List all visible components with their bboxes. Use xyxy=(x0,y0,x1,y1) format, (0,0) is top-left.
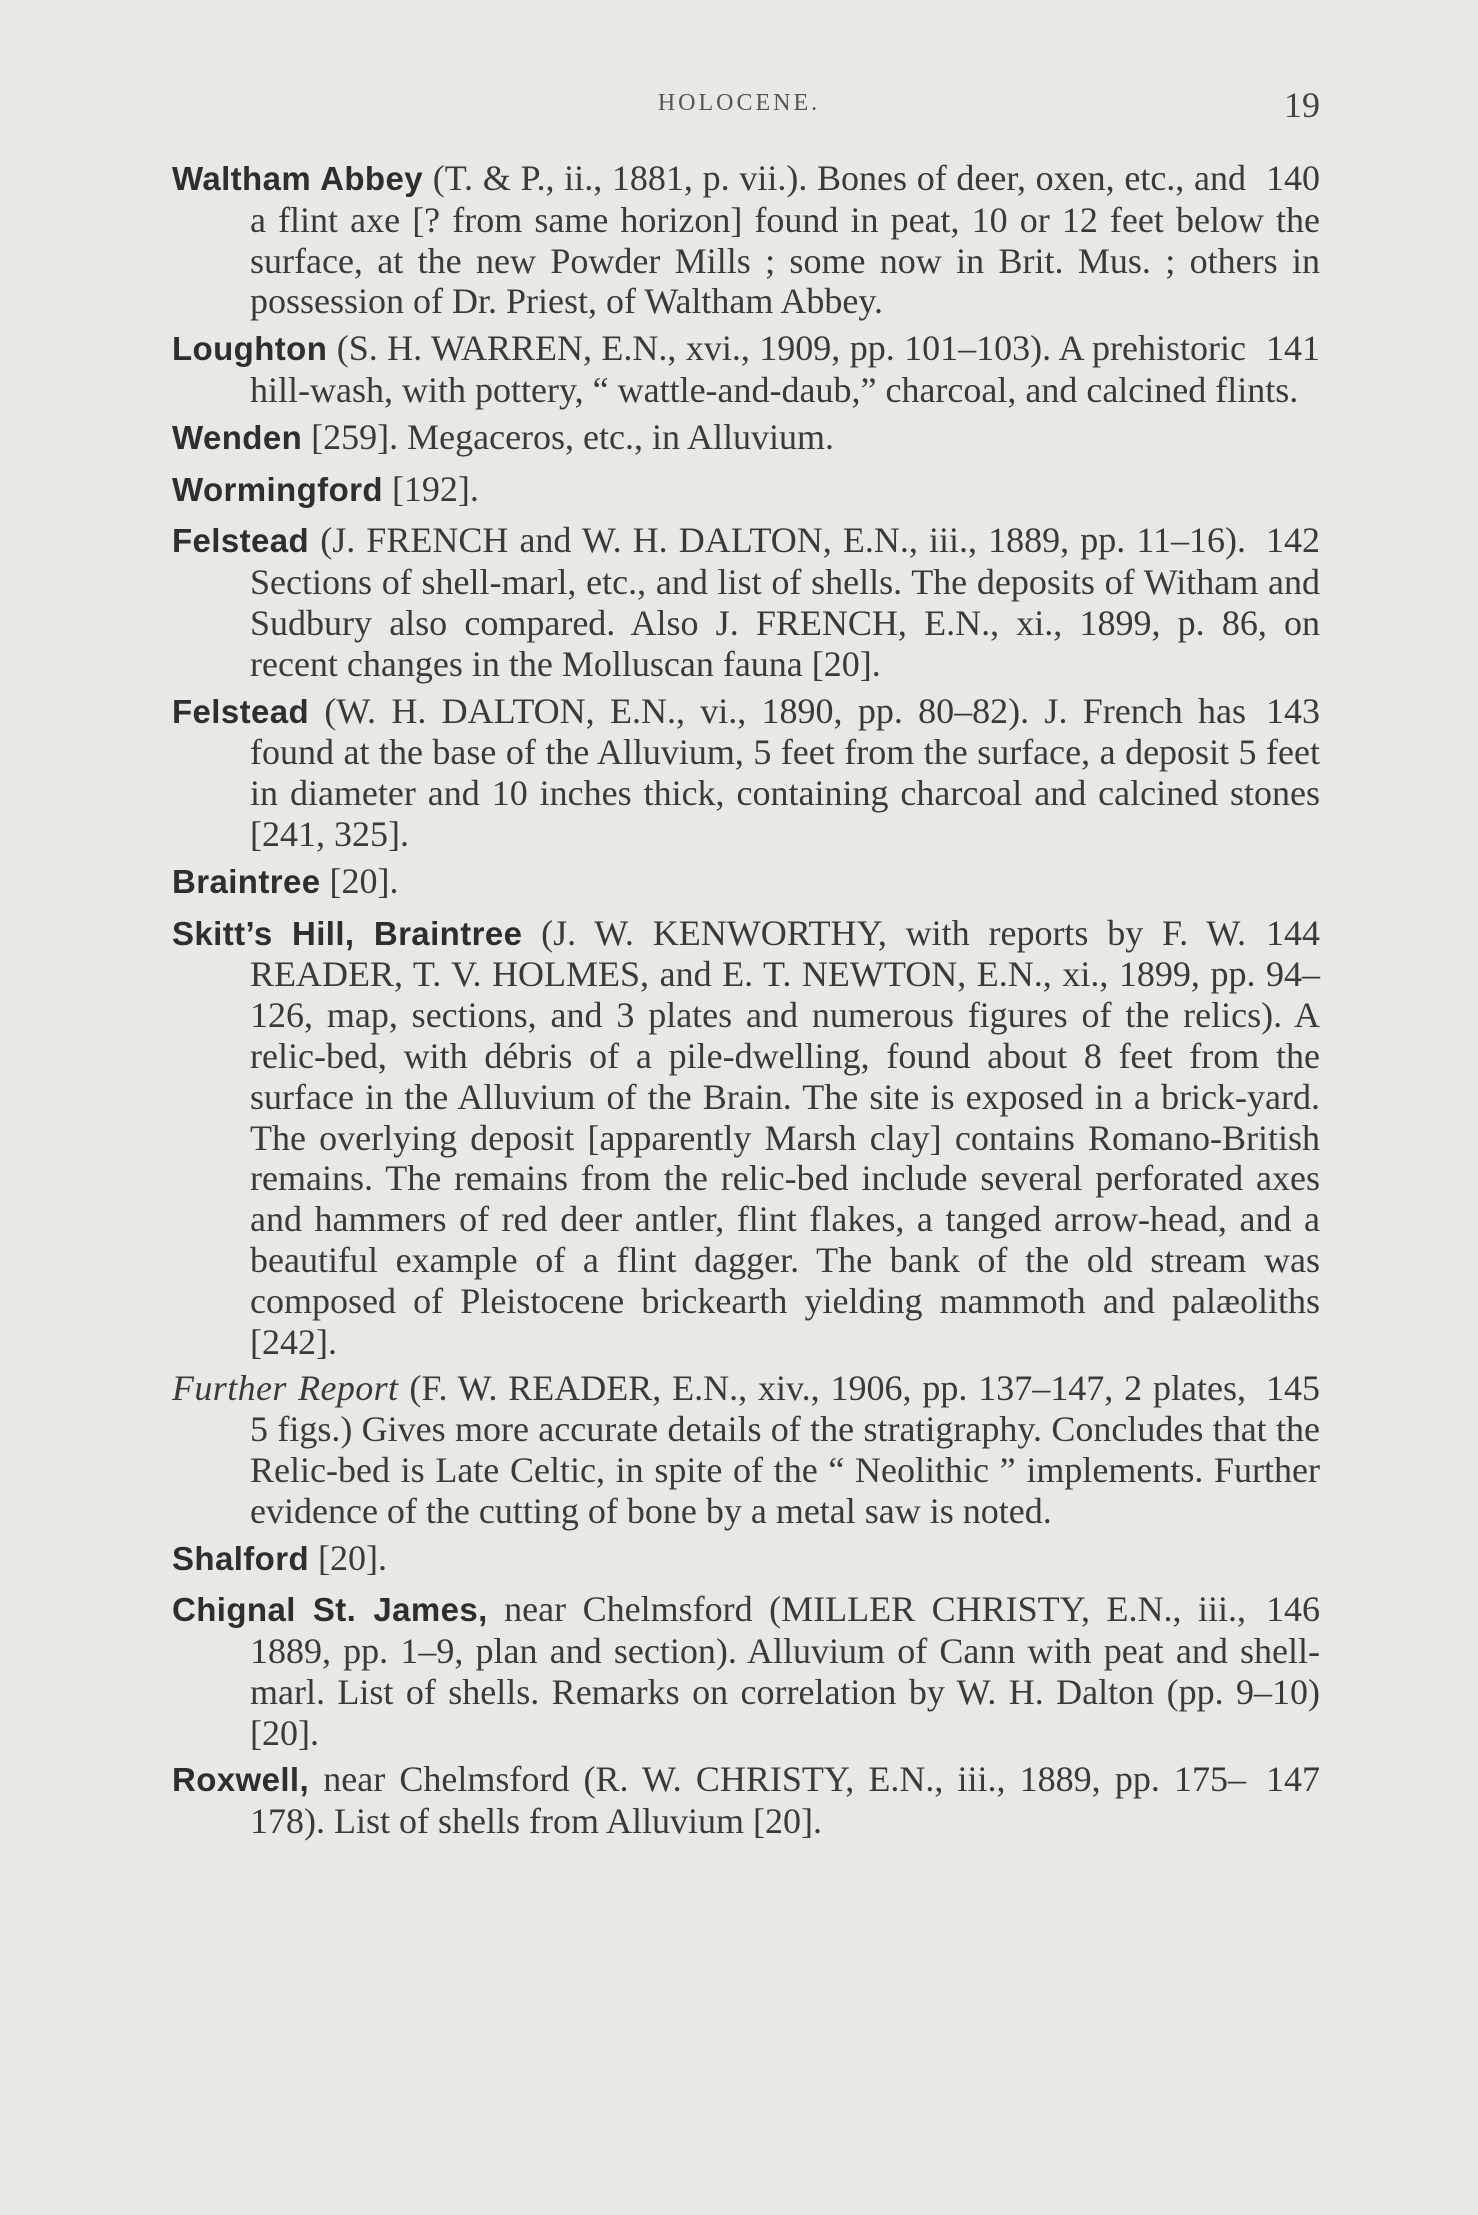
entry-text: [259]. Megaceros, etc., in Alluvium. xyxy=(302,416,835,457)
entry-heading: Shalford xyxy=(172,1539,310,1577)
entry-heading: Roxwell, xyxy=(172,1761,310,1799)
entry-text: (J. FRENCH and W. H. DALTON, E.N., iii., 1889, pp. 11–16). Sections of shell-marl, etc., and list of shells. The deposits of Witham and Sudbury also compared. Also J. FRENCH, E.N., xi., 1899, p. 86, on recent changes in the Molluscan fauna [20]. xyxy=(250,520,1320,684)
entry-number: 145 xyxy=(1266,1368,1320,1409)
entry-heading: Waltham Abbey xyxy=(172,160,423,197)
entry-text: (S. H. WARREN, E.N., xvi., 1909, pp. 101–103). A prehistoric hill-wash, with pottery, “ wattle-and-daub,” charcoal, and calcined flints. xyxy=(250,328,1299,410)
entry-text: (J. W. KENWORTHY, with reports by F. W. READER, T. V. HOLMES, and E. T. NEWTON, E.N., xi., 1899, pp. 94–126, map, sections, and 3 plates and numerous figures of the relics). A relic-bed, with débris of a pile-dwelling, found about 8 feet from the surface in the Alluvium of the Brain. The site is exposed in a brick-yard. The overlying deposit [apparently Marsh clay] contains Romano-British remains. The remains from the relic-bed include several perforated axes and hammers of red deer antler, flint flakes, a tanged arrow-head, and a beautiful example of a flint dagger. The bank of the old stream was composed of Pleistocene brickearth yielding mammoth and palæoliths [242]. xyxy=(250,912,1320,1362)
entry-heading: Skitt’s Hill, Braintree xyxy=(172,914,523,952)
entry-heading: Loughton xyxy=(172,330,328,368)
entry-heading: Braintree xyxy=(172,862,321,900)
entry-braintree xyxy=(172,861,1320,903)
running-title: HOLOCENE. xyxy=(657,90,821,116)
entry-number: 146 xyxy=(1266,1589,1320,1630)
entry-number: 147 xyxy=(1266,1759,1320,1800)
entry-number: 144 xyxy=(1266,912,1320,953)
entry-further-report xyxy=(172,1368,1320,1531)
entry-heading: Wormingford xyxy=(172,470,383,508)
entry-number: 140 xyxy=(1266,158,1320,198)
entry-chignal-st-james xyxy=(172,1589,1320,1753)
entry-shalford xyxy=(172,1538,1320,1580)
entry-roxwell xyxy=(172,1759,1320,1842)
entry-text: near Chelmsford (MILLER CHRISTY, E.N., iii., 1889, pp. 1–9, plan and section). Alluvium of Cann with peat and shell-marl. List of shells. Remarks on correlation by W. H. Dalton (pp. 9–10) [20]. xyxy=(250,1589,1320,1753)
entry-heading: Wenden xyxy=(172,418,303,456)
entry-heading: Felstead xyxy=(172,522,310,560)
entry-loughton xyxy=(172,328,1320,411)
entry-heading: Chignal St. James, xyxy=(172,1591,488,1629)
entry-number: 141 xyxy=(1266,328,1320,369)
entry-heading: Further Report xyxy=(172,1368,399,1409)
entry-text: (T. & P., ii., 1881, p. vii.). Bones of deer, oxen, etc., and a flint axe [? from same horizon] found in peat, 10 or 12 feet below the surface, at the new Powder Mills ; some now in Brit. Mus. ; others in possession of Dr. Priest, of Waltham Abbey. xyxy=(250,158,1320,322)
entry-text: (W. H. DALTON, E.N., vi., 1890, pp. 80–82). J. French has found at the base of the Alluvium, 5 feet from the surface, a deposit 5 feet in diameter and 10 inches thick, containing charcoal and calcined stones [241, 325]. xyxy=(250,690,1320,854)
entry-waltham-abbey xyxy=(172,158,1320,322)
entry-skitts-hill xyxy=(172,913,1320,1363)
entry-text: [20]. xyxy=(320,860,399,901)
entry-text: near Chelmsford (R. W. CHRISTY, E.N., iii., 1889, pp. 175–178). List of shells from Alluvium [20]. xyxy=(250,1759,1246,1842)
entry-number: 142 xyxy=(1266,520,1320,561)
running-head xyxy=(0,84,1478,124)
entry-text: (F. W. READER, E.N., xiv., 1906, pp. 137–147, 2 plates, 5 figs.) Gives more accurate details of the stratigraphy. Concludes that the Relic-bed is Late Celtic, in spite of the “ Neolithic ” implements. Further evidence of the cutting of bone by a metal saw is noted. xyxy=(250,1368,1320,1531)
entry-text: [20]. xyxy=(309,1537,388,1578)
entry-wenden xyxy=(172,417,1320,459)
page-number: 19 xyxy=(1284,85,1320,125)
entry-number: 143 xyxy=(1266,690,1320,731)
entry-felstead-dalton xyxy=(172,691,1320,855)
entry-list xyxy=(172,158,1320,1848)
entry-wormingford xyxy=(172,469,1320,511)
entry-text: [192]. xyxy=(382,468,479,509)
entry-heading: Felstead xyxy=(172,692,310,730)
entry-felstead-french xyxy=(172,520,1320,684)
